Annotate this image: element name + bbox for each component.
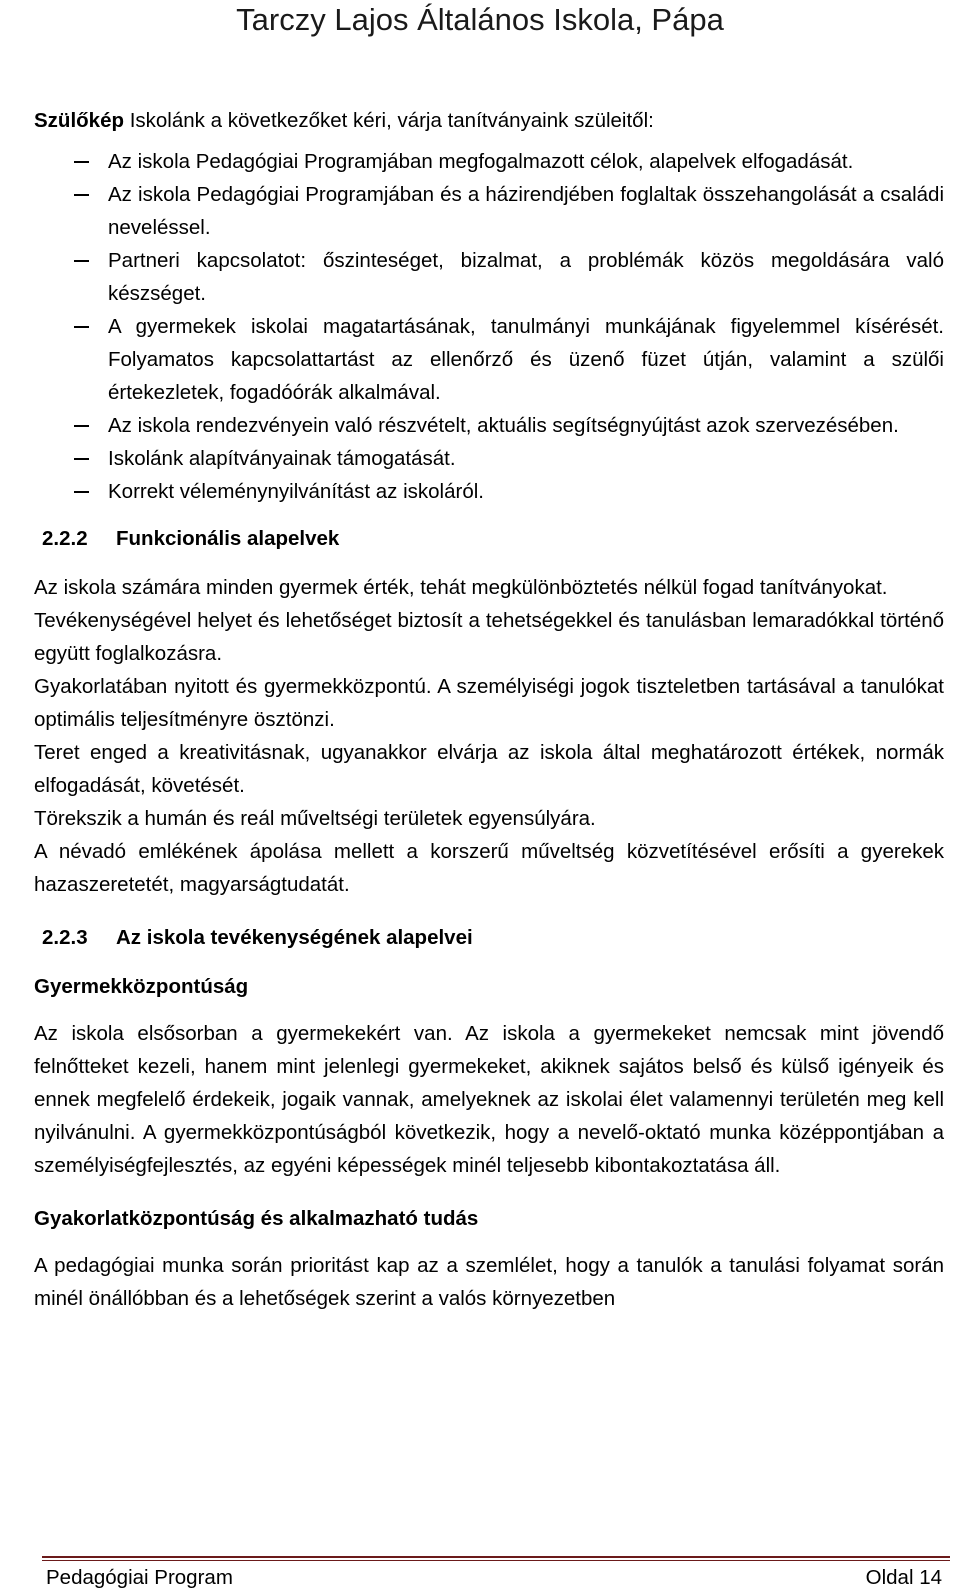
footer-rule bbox=[42, 1556, 950, 1558]
dash-bullet-icon bbox=[74, 425, 89, 427]
intro-text: Iskolánk a következőket kéri, várja tanítványaink szüleitől: bbox=[124, 109, 654, 132]
paragraph: A névadó emlékének ápolása mellett a korszerű műveltség közvetítésével erősíti a gyerekek hazaszeretetét, magyarságtudatát. bbox=[34, 840, 944, 896]
paragraph: Az iskola számára minden gyermek érték, tehát megkülönböztetés nélkül fogad tanítványokat. bbox=[34, 576, 888, 599]
paragraph: Gyakorlatában nyitott és gyermekközpontú. A személyiségi jogok tiszteletben tartásával a tanulókat optimális teljesítményre ösztönzi. bbox=[34, 675, 944, 731]
section-heading-2-2-2: 2.2.2 Funkcionális alapelvek bbox=[42, 527, 340, 550]
dash-bullet-icon bbox=[74, 161, 89, 163]
list-item: Az iskola Pedagógiai Programjában és a házirendjében foglaltak összehangolását a családi neveléssel. bbox=[34, 178, 944, 244]
footer-rule-thin bbox=[42, 1560, 950, 1561]
list-item: Az iskola Pedagógiai Programjában megfogalmazott célok, alapelvek elfogadását. bbox=[34, 145, 944, 178]
dash-bullet-icon bbox=[74, 260, 89, 262]
dash-bullet-icon bbox=[74, 458, 89, 460]
dash-bullet-icon bbox=[74, 326, 89, 328]
dash-bullet-icon bbox=[74, 491, 89, 493]
list-item: Partneri kapcsolatot: őszinteséget, bizalmat, a problémák közös megoldására való készséget. bbox=[34, 244, 944, 310]
paragraph: Teret enged a kreativitásnak, ugyanakkor elvárja az iskola által meghatározott értékek, normák elfogadását, követését. bbox=[34, 741, 944, 797]
page-header-title: Tarczy Lajos Általános Iskola, Pápa bbox=[236, 2, 724, 37]
section-heading-2-2-3: 2.2.3 Az iskola tevékenységének alapelvei bbox=[42, 926, 473, 949]
footer-page-number: Oldal 14 bbox=[865, 1566, 942, 1589]
paragraph: Az iskola elsősorban a gyermekekért van. Az iskola a gyermekeket nemcsak mint jövendő felnőtteket kezeli, hanem mint jelenlegi gyermekeket, akiknek sajátos belső és külső igényeik és ennek megfelelő érdekeik, jogaik vannak, amelyeknek az iskolai élet valamennyi területén meg kell nyilvánulni. A gyermekközpontúságból következik, hogy a nevelő-oktató munka középpontjában a személyiségfejlesztés, az egyéni képességek minél teljesebb kibontakoztatása áll. bbox=[34, 1022, 944, 1177]
footer-document-name: Pedagógiai Program bbox=[46, 1566, 233, 1589]
expectations-list bbox=[34, 145, 944, 508]
paragraph: A pedagógiai munka során prioritást kap az a szemlélet, hogy a tanulók a tanulási folyamat során minél önállóbban és a lehetőségek szerint a valós környezetben bbox=[34, 1254, 944, 1310]
paragraph: Tevékenységével helyet és lehetőséget biztosít a tehetségekkel és tanulásban lemaradókkal történő együtt foglalkozásra. bbox=[34, 609, 944, 665]
list-item: Az iskola rendezvényein való részvételt, aktuális segítségnyújtást azok szervezésében. bbox=[34, 409, 944, 442]
list-item: Korrekt véleménynyilvánítást az iskoláról. bbox=[34, 475, 944, 508]
document-body bbox=[34, 104, 944, 1315]
subheading-gyakorlatkozpontusag: Gyakorlatközpontúság és alkalmazható tudás bbox=[34, 1207, 479, 1230]
list-item: A gyermekek iskolai magatartásának, tanulmányi munkájának figyelemmel kísérését. Folyamatos kapcsolattartást az ellenőrző és üzenő füzet útján, valamint a szülői értekezletek, fogadóórák alkalmával. bbox=[34, 310, 944, 409]
intro-paragraph bbox=[34, 104, 944, 137]
paragraph: Törekszik a humán és reál műveltségi területek egyensúlyára. bbox=[34, 807, 596, 830]
list-item: Iskolánk alapítványainak támogatását. bbox=[34, 442, 944, 475]
subheading-gyermekkozpontusag: Gyermekközpontúság bbox=[34, 975, 249, 998]
dash-bullet-icon bbox=[74, 194, 89, 196]
intro-bold: Szülőkép bbox=[34, 109, 124, 132]
